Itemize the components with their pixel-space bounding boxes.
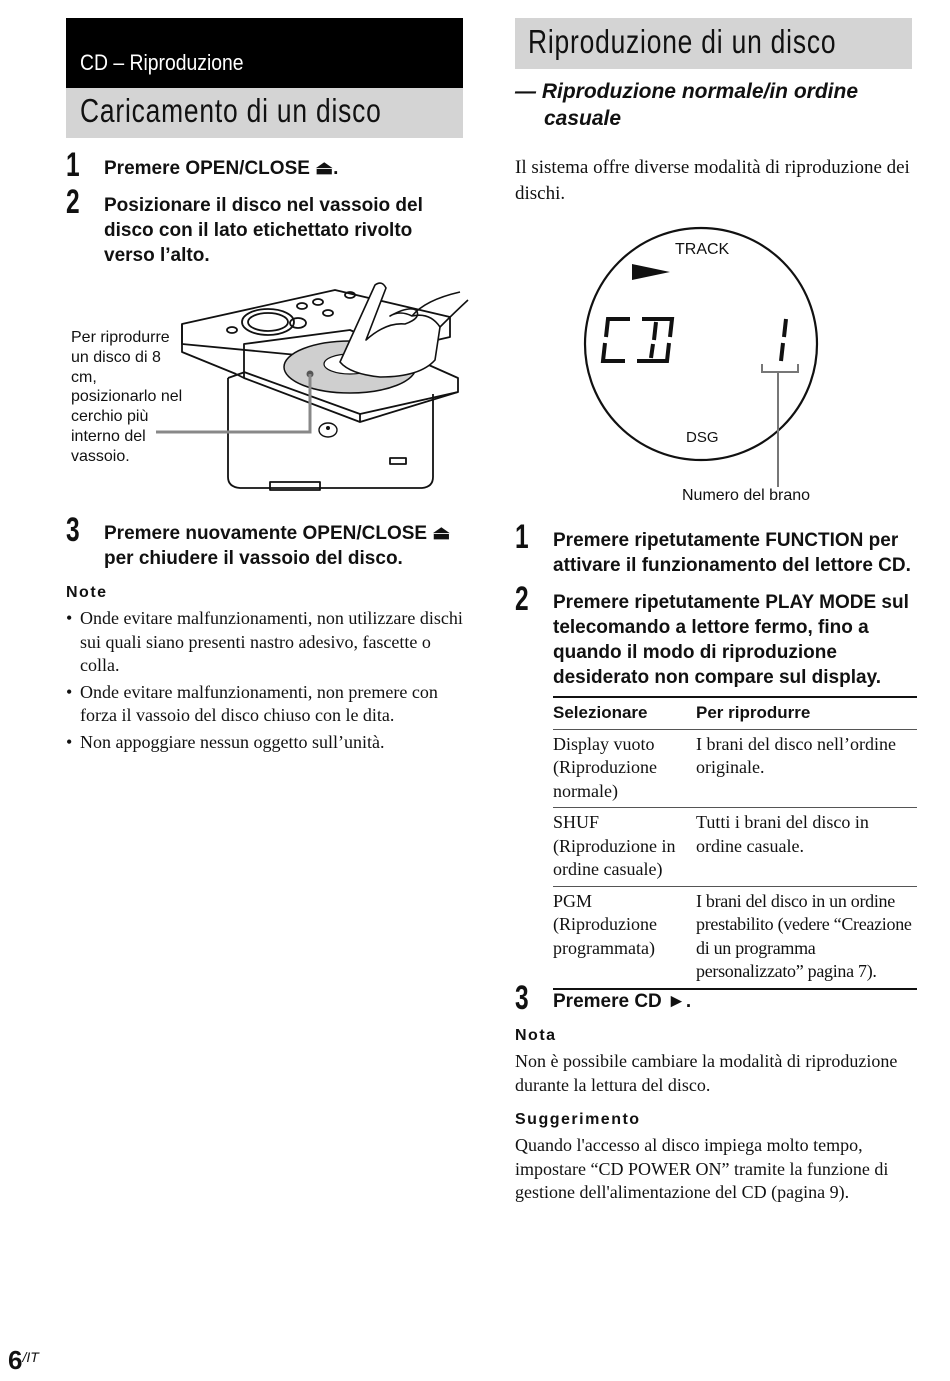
note-text: Onde evitare malfunzionamenti, non utilizzare dischi sui quali siano presenti nastro adesivo, fascette o colla. [80, 608, 463, 675]
track-number-callout: Numero del brano [682, 487, 811, 504]
notes-list [66, 607, 466, 754]
table-cell: Tutti i brani del disco in ordine casuale. [696, 808, 917, 887]
tip-text: Quando l'accesso al disco impiega molto tempo, impostare “CD POWER ON” tramite la funzione di gestione dell'alimentazione del CD (pagina 9). [515, 1135, 889, 1202]
table-cell: PGM (Riproduzione programmata) [553, 886, 696, 989]
table-row [553, 886, 917, 989]
table-cell: SHUF (Riproduzione in ordine casuale) [553, 808, 696, 887]
list-item: • Non appoggiare nessun oggetto sull’unità. [66, 731, 466, 755]
step-text: Premere ripetutamente PLAY MODE sul telecomando a lettore fermo, fino a quando il modo di riproduzione desiderato non compare sul display. [553, 592, 909, 688]
table-cell: I brani del disco nell’ordine originale. [696, 729, 917, 808]
list-item: • Onde evitare malfunzionamenti, non premere con forza il vassoio del disco chiuso con le dita. [66, 681, 466, 728]
section-title: Riproduzione di un disco [528, 23, 837, 60]
dsg-label: DSG [686, 429, 719, 446]
step-number: 2 [515, 580, 529, 618]
subtitle: — Riproduzione normale/in ordine casuale [515, 80, 859, 130]
page-number [8, 1345, 39, 1376]
note-heading: Nota [515, 1027, 557, 1044]
intro-text: Il sistema offre diverse modalità di riproduzione dei dischi. [515, 157, 910, 204]
step-text: Premere nuovamente OPEN/CLOSE ⏏ per chiudere il vassoio del disco. [104, 523, 451, 569]
table-row [553, 729, 917, 808]
table-cell: I brani del disco in un ordine prestabilito (vedere “Creazione di un programma personalizzato” pagina 7). [696, 886, 917, 989]
cd-unit-illustration [150, 282, 470, 497]
step-number: 1 [515, 518, 529, 556]
figure-caption: Per riprodurre un disco di 8 cm, posizionarlo nel cerchio più interno del vassoio. [71, 329, 183, 465]
note-text: Non è possibile cambiare la modalità di riproduzione durante la lettura del disco. [515, 1051, 898, 1095]
column-header: Selezionare [553, 698, 696, 729]
table-header-row [553, 698, 917, 729]
cd-display-illustration [580, 222, 830, 492]
step-number: 3 [66, 511, 80, 549]
note-text: Non appoggiare nessun oggetto sull’unità. [80, 731, 385, 752]
notes-heading: Note [66, 584, 108, 601]
step-text: Premere OPEN/CLOSE ⏏. [104, 158, 339, 179]
step-text: Premere CD ►. [553, 991, 692, 1012]
tip-heading: Suggerimento [515, 1111, 641, 1128]
table-cell: Display vuoto (Riproduzione normale) [553, 729, 696, 808]
note-text: Onde evitare malfunzionamenti, non premere con forza il vassoio del disco chiuso con le dita. [80, 681, 438, 725]
section-label: CD – Riproduzione [80, 50, 244, 75]
step-text: Posizionare il disco nel vassoio del disco con il lato etichettato rivolto verso l’alto. [104, 195, 423, 266]
play-mode-table-wrap [553, 696, 917, 990]
step-number: 2 [66, 183, 80, 221]
list-item: • Onde evitare malfunzionamenti, non utilizzare dischi sui quali siano presenti nastro adesivo, fascette o colla. [66, 607, 466, 678]
page-number-value: 6 [8, 1345, 23, 1375]
table-row [553, 808, 917, 887]
step-number: 1 [66, 146, 80, 184]
play-mode-table [553, 698, 917, 990]
track-label: TRACK [675, 241, 730, 258]
step-number: 3 [515, 979, 529, 1017]
column-header: Per riprodurre [696, 698, 917, 729]
page-suffix: /IT [22, 1349, 39, 1365]
step-text: Premere ripetutamente FUNCTION per attivare il funzionamento del lettore CD. [553, 530, 911, 576]
page-title: Caricamento di un disco [80, 92, 382, 129]
